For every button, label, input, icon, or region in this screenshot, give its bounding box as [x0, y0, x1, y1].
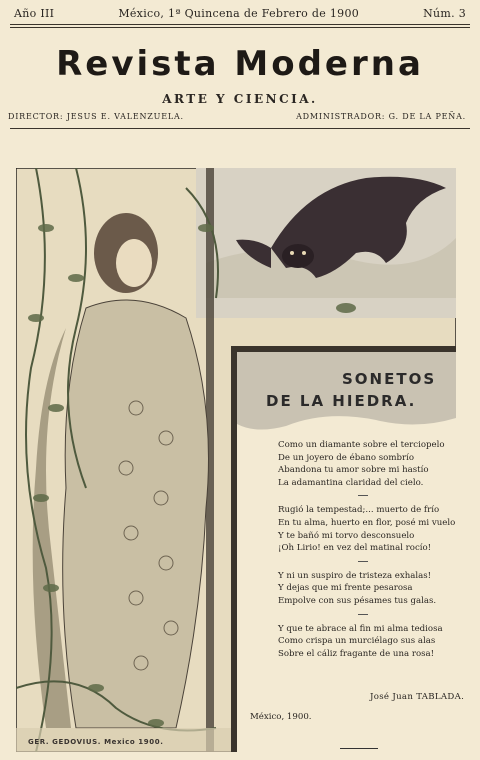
poem-line: Y te bañó mi torvo desconsuelo [278, 530, 415, 541]
poem [278, 439, 470, 666]
artist-signature: GER. GEDOVIUS. Mexico 1900. [28, 738, 164, 746]
poem-line: Sobre el cáliz fragante de una rosa! [278, 648, 435, 659]
poem-stanza [278, 504, 470, 554]
end-rule [340, 748, 378, 749]
magazine-subtitle: ARTE Y CIENCIA. [162, 92, 318, 106]
poster-title-line2: DE LA HIEDRA. [266, 392, 417, 410]
poem-author: José Juan TABLADA. [370, 692, 465, 702]
poem-line: Como un diamante sobre el terciopelo [278, 440, 445, 450]
poster-title-line1: SONETOS [342, 370, 437, 388]
year-label: Año III [14, 6, 55, 20]
poem-line: Rugió la tempestad;... muerto de frío [278, 505, 440, 516]
poem-stanza [278, 439, 470, 489]
poem-stanza [278, 570, 470, 608]
poem-line: La adamantina claridad del cielo. [278, 477, 424, 488]
issue-number: Núm. 3 [423, 6, 466, 20]
poem-line: Y que te abrace al fin mi alma tediosa [278, 623, 443, 634]
stanza-divider [358, 561, 368, 562]
stanza-divider [358, 495, 368, 496]
poem-line: Abandona tu amor sobre mi hastío [278, 465, 429, 476]
staff-line [8, 112, 466, 121]
poster-title [266, 368, 436, 412]
poem-line: En tu alma, huerto en flor, posé mi vuelo [278, 517, 456, 528]
masthead-top-line [14, 4, 466, 22]
masthead-bottom-rule [10, 128, 470, 129]
poem-line: Empolve con sus pésames tus galas. [278, 595, 437, 606]
top-rule-double [10, 27, 470, 28]
poem-line: De un joyero de ébano sombrío [278, 452, 415, 463]
top-rule [10, 24, 470, 25]
poem-stanza [278, 623, 470, 661]
director-label: DIRECTOR: JESUS E. VALENZUELA. [8, 112, 184, 121]
administrador-label: ADMINISTRADOR: G. DE LA PEÑA. [296, 112, 466, 121]
poem-line: ¡Oh Lirio! en vez del matinal rocío! [278, 543, 432, 554]
issue-date: México, 1ª Quincena de Febrero de 1900 [118, 6, 360, 20]
poem-line: Y dejas que mi frente pesarosa [278, 583, 413, 594]
poem-line: Y ni un suspiro de tristeza exhalas! [278, 570, 432, 581]
poem-place-date: México, 1900. [250, 712, 312, 722]
magazine-title: Revista Moderna [56, 44, 424, 84]
stanza-divider [358, 614, 368, 615]
poem-line: Como crispa un murciélago sus alas [278, 636, 436, 647]
